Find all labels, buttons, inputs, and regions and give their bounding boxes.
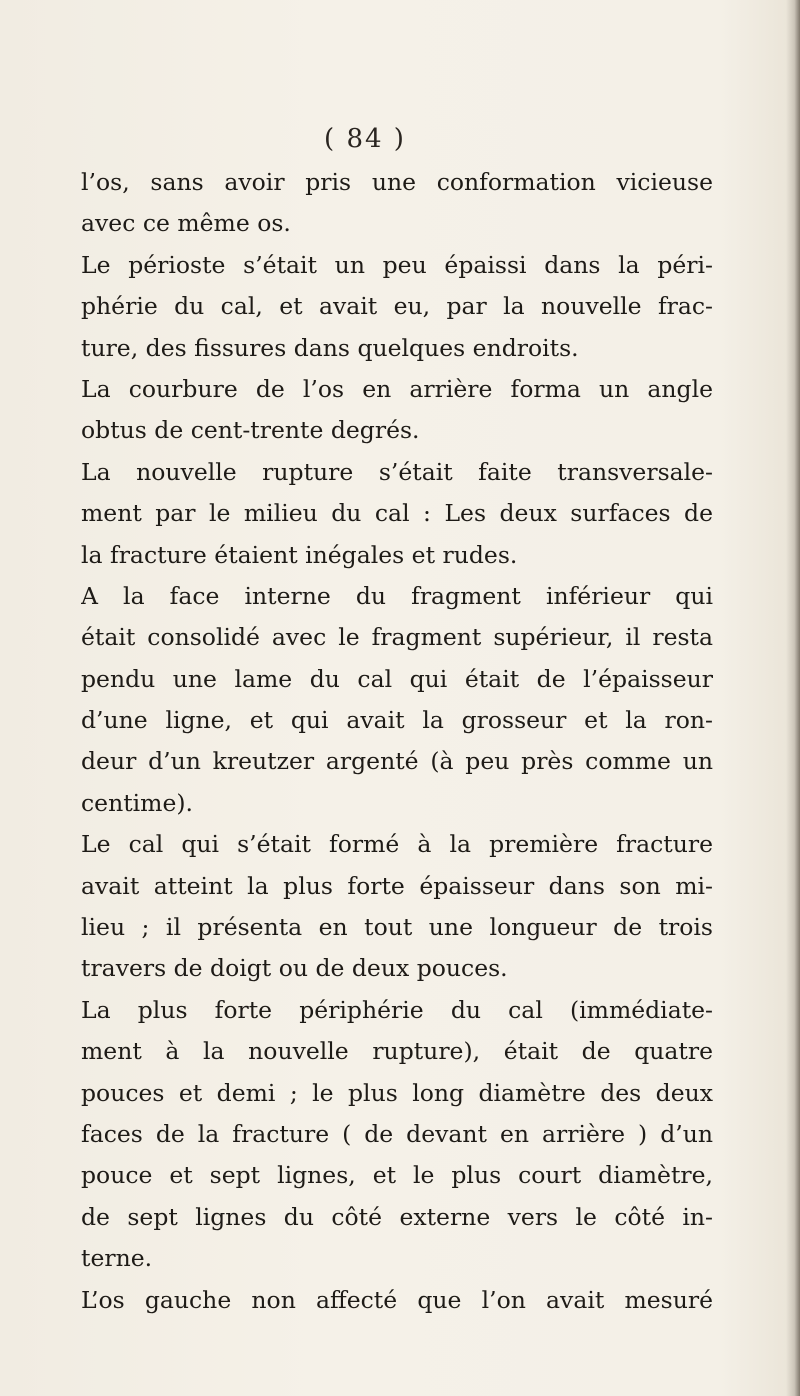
text-line: centime). (81, 788, 193, 817)
text-line: obtus de cent-trente degrés. (81, 416, 420, 445)
text-line: ment à la nouvelle rupture), était de quatre (81, 1037, 713, 1066)
text-line: l’os, sans avoir pris une conformation vicieuse (81, 168, 713, 196)
page-number: ( 84 ) (324, 124, 406, 154)
page-body-text (81, 162, 713, 1321)
text-line: La plus forte périphérie du cal (immédiate- (81, 995, 713, 1024)
text-line: Le périoste s’était un peu épaissi dans la péri- (81, 250, 713, 279)
page-edge-shadow (786, 0, 800, 1396)
text-line: était consolidé avec le fragment supérieur, il resta (81, 623, 713, 652)
text-line: Le cal qui s’était formé à la première fracture (81, 830, 713, 859)
text-line: avec ce même os. (81, 209, 291, 238)
text-line: lieu ; il présenta en tout une longueur de trois (81, 913, 713, 942)
text-line: La nouvelle rupture s’était faite transversale- (81, 457, 713, 486)
text-line: pouces et demi ; le plus long diamètre des deux (81, 1078, 713, 1107)
text-line: avait atteint la plus forte épaisseur dans son mi- (81, 871, 713, 900)
text-line: d’une ligne, et qui avait la grosseur et la ron- (81, 706, 713, 735)
text-line: pendu une lame du cal qui était de l’épaisseur (81, 664, 713, 693)
text-line: pouce et sept lignes, et le plus court diamètre, (81, 1161, 713, 1190)
text-line: travers de doigt ou de deux pouces. (81, 954, 508, 983)
text-line: terne. (81, 1244, 153, 1273)
text-line: la fracture étaient inégales et rudes. (81, 540, 518, 569)
text-line: phérie du cal, et avait eu, par la nouvelle frac- (81, 292, 713, 321)
text-line: A la face interne du fragment inférieur qui (81, 581, 713, 610)
text-line: ment par le milieu du cal : Les deux surfaces de (81, 499, 713, 528)
text-line: deur d’un kreutzer argenté (à peu près comme un (81, 747, 713, 776)
text-line: La courbure de l’os en arrière forma un angle (81, 374, 713, 403)
text-line: L’os gauche non affecté que l’on avait mesuré (81, 1285, 713, 1314)
text-line: de sept lignes du côté externe vers le côté in- (81, 1202, 713, 1231)
text-line: faces de la fracture ( de devant en arrière ) d’un (81, 1119, 713, 1148)
text-line: ture, des fissures dans quelques endroits. (81, 333, 579, 362)
